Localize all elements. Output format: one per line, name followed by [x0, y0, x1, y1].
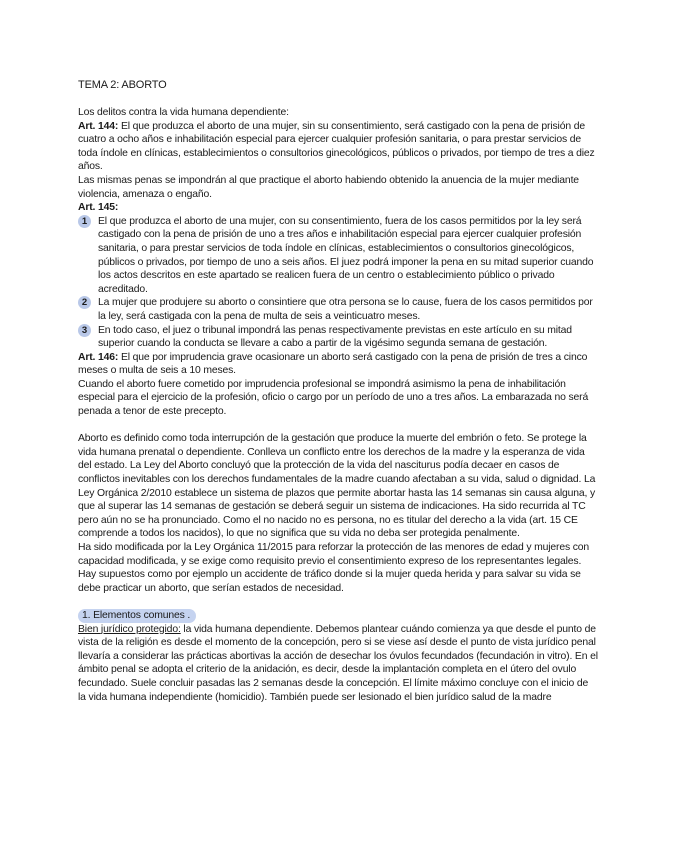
article-145-item-3-text: En todo caso, el juez o tribunal impondrá las penas respectivamente previstas en este artículo en su mitad superior cuando la conducta se llevare a cabo a partir de la vigésimo segunda semana de gestación. — [98, 324, 572, 350]
spacer — [78, 595, 598, 609]
article-145-item-2 — [78, 296, 598, 323]
modification-paragraph: Ha sido modificada por la Ley Orgánica 11/2015 para reforzar la protección de las menores de edad y mujeres con capacidad modificada, y se exige como requisito previo el consentimiento expreso de los representantes legales. — [78, 542, 590, 567]
article-146-text: El que por imprudencia grave ocasionare un aborto será castigado con la pena de prisión de tres a cinco meses o multa de seis a 10 meses. — [78, 351, 588, 377]
spacer — [78, 419, 598, 433]
definition-paragraph: Aborto es definido como toda interrupción de la gestación que produce la muerte del embrión o feto. Se protege la vida humana prenatal o dependiente. Conlleva un conflicto entre los derechos de la madre y la esperanza de vida del estado. La Ley del Aborto concluyó que la protección de la vida del nasciturus podía decaer en casos de conflictos inevitables con los derechos fundamentales de la madre cuando afectaban a su vida, salud o dignidad. La Ley Orgánica 2/2010 establece un sistema de plazos que permite abortar hasta las 14 semanas sin causa alguna, y que al superar las 14 semanas de gestación se deberá seguir un sistema de indicaciones. Ha sido recurrida al TC pero aún no se ha pronunciado. Como el no nacido no es persona, no es titular del derecho a la vida (art. 15 CE comprende a todos los nacidos), lo que no significa que su vida no deba ser protegida penalmente. — [78, 433, 596, 540]
article-145-item-1-text: El que produzca el aborto de una mujer, con su consentimiento, fuera de los casos permitidos por la ley será castigado con la pena de prisión de uno a tres años e inhabilitación especial para ejercer cualquier profesión sanitaria, o para prestar servicios de toda índole en clínicas, establecimientos o consultorios ginecológicos, públicos o privados, por tiempo de uno a seis años. El juez podrá imponer la pena en su mitad superior cuando los actos descritos en este apartado se realicen fuera de un centro o establecimiento público o privado acreditado. — [98, 215, 594, 295]
article-146-label: Art. 146: — [78, 351, 119, 363]
bien-juridico-text: la vida humana dependiente. Debemos plantear cuándo comienza ya que desde el punto de vista de la religión es desde el momento de la concepción, pero si se viese así desde el punto de vista jurídico penal llevaría a considerar las prácticas abortivas la acción de desechar los óvulos fecundados (fecundación in vitro). En el ámbito penal se adopta el criterio de la anidación, es decir, desde la implantación completa en el útero del ovulo fecundado. Suele concluir pasadas las 2 semanas desde la concepción. El límite máximo concluye con el inicio de la vida humana independiente (homicidio). También puede ser lesionado el bien jurídico salud de la madre — [78, 623, 598, 703]
article-145-label-text: Art. 145: — [78, 202, 119, 214]
article-144 — [78, 120, 598, 174]
article-145-item-3 — [78, 324, 598, 351]
document-body — [78, 106, 598, 704]
article-145-label — [78, 201, 598, 215]
document-title: TEMA 2: ABORTO — [78, 79, 167, 91]
mismas-penas-paragraph: Las mismas penas se impondrán al que practique el aborto habiendo obtenido la anuencia de la mujer mediante violencia, amenaza o engaño. — [78, 174, 579, 200]
number-badge-1: 1 — [78, 215, 91, 228]
bien-juridico-label: Bien jurídico protegido: — [78, 623, 181, 635]
article-145-item-1 — [78, 215, 598, 297]
article-146 — [78, 351, 598, 378]
intro-paragraph: Los delitos contra la vida humana dependiente: — [78, 107, 289, 118]
imprudencia-profesional-paragraph: Cuando el aborto fuere cometido por imprudencia profesional se impondrá asimismo la pena de inhabilitación especial para el ejercicio de la profesión, oficio o cargo por un período de uno a tres años. La embarazada no será penada a tenor de este precepto. — [78, 378, 589, 418]
bien-juridico-paragraph — [78, 623, 598, 705]
section-1-heading-row — [78, 609, 598, 623]
necessity-paragraph: Hay supuestos como por ejemplo un accidente de tráfico donde si la mujer queda herida y para salvar su vida se debe practicar un aborto, que serían estados de necesidad. — [78, 569, 581, 594]
article-145-item-2-text: La mujer que produjere su aborto o consintiere que otra persona se lo cause, fuera de los casos permitidos por la ley, será castigada con la pena de multa de seis a veinticuatro meses. — [98, 297, 593, 322]
number-badge-3: 3 — [78, 324, 91, 337]
article-144-label: Art. 144: — [78, 120, 119, 132]
section-1-heading: 1. Elementos comunes . — [78, 609, 196, 623]
article-144-text: El que produzca el aborto de una mujer, sin su consentimiento, será castigado con la pena de prisión de cuatro a ocho años e inhabilitación especial para ejercer cualquier profesión sanitaria, o para prestar servicios de toda índole en clínicas, establecimientos o consultorios ginecológicos, públicos o privados, por tiempo de tres a diez años. — [78, 120, 595, 173]
number-badge-2: 2 — [78, 296, 91, 309]
